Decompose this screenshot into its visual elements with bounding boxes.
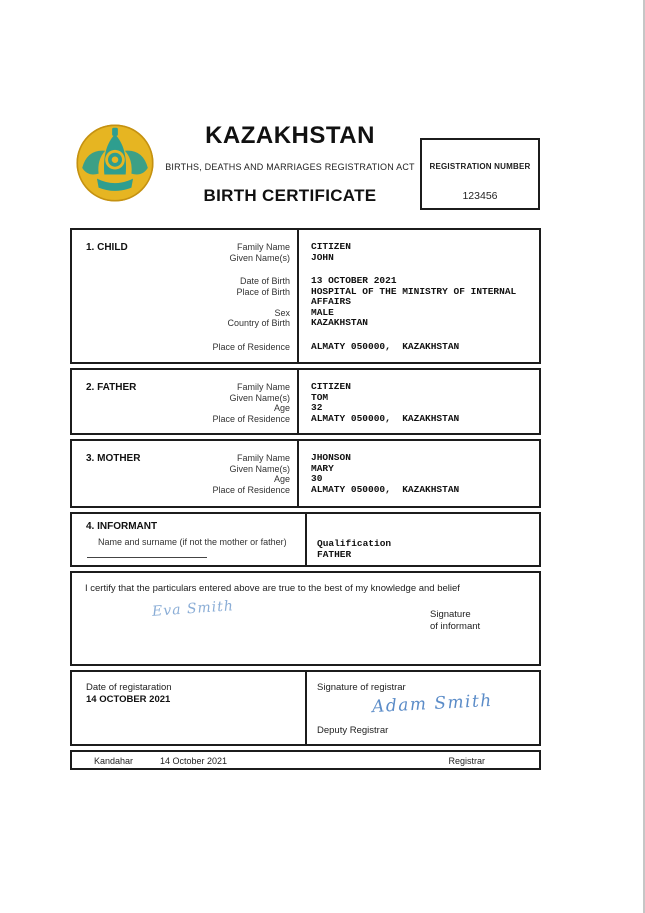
field-label: Family Name (236, 382, 290, 392)
field-value: 32 (311, 402, 323, 413)
field-value: TOM (311, 391, 329, 403)
section-informant-heading: 4. INFORMANT (86, 521, 158, 532)
country-title: KAZAKHSTAN (205, 122, 375, 149)
field-label: Age (273, 474, 290, 484)
field-row (72, 403, 539, 414)
registrar-title: Deputy Registrar (317, 725, 389, 736)
field-value: ALMATY 050000, KAZAKHSTAN (311, 483, 460, 495)
registrar-signature: Adam Smith (371, 690, 494, 718)
field-row (72, 464, 539, 475)
field-row (72, 382, 539, 393)
section-child-heading: 1. CHILD (86, 242, 128, 253)
field-row (72, 253, 539, 264)
field-row (72, 393, 539, 404)
section-father-heading: 2. FATHER (86, 382, 137, 393)
document-title: BIRTH CERTIFICATE (203, 186, 377, 205)
footer-place: Kandahar (94, 756, 134, 766)
field-label: Sex (274, 307, 290, 318)
signature-caption: Signature of informant (430, 609, 481, 632)
field-value: ALMATY 050000, KAZAKHSTAN (311, 412, 460, 424)
informant-name-label: Name and surname (if not the mother or father) (98, 537, 287, 547)
field-label: Given Name(s) (229, 392, 290, 403)
field-row (72, 453, 539, 464)
section-certification (70, 571, 541, 666)
field-label: Age (273, 403, 290, 413)
field-label: Given Name(s) (229, 463, 290, 474)
informant-qualification (317, 538, 391, 560)
field-value: KAZAKHSTAN (311, 317, 369, 328)
certification-statement: I certify that the particulars entered above are true to the best of my knowledge and belief (85, 583, 460, 594)
registration-date-label: Date of registaration (86, 682, 172, 693)
registration-number-label: REGISTRATION NUMBER (429, 162, 531, 171)
field-value: JOHN (311, 251, 334, 263)
field-value: MARY (311, 462, 334, 474)
registration-number-value: 123456 (462, 190, 498, 202)
qualification-label: Qualification (317, 538, 392, 549)
act-subtitle: BIRTHS, DEATHS AND MARRIAGES REGISTRATION ACT (165, 162, 415, 172)
field-value: MALE (311, 306, 334, 318)
column-divider (305, 514, 307, 565)
footer-date: 14 October 2021 (160, 756, 228, 766)
field-row (72, 276, 539, 287)
field-row (72, 342, 539, 353)
section-father (70, 368, 541, 435)
field-value: CITIZEN (311, 381, 351, 392)
field-value: ALMATY 050000, KAZAKHSTAN (311, 340, 460, 352)
field-label: Place of Birth (236, 286, 290, 297)
field-row (72, 485, 539, 496)
section-child (70, 228, 541, 364)
registration-date-value: 14 OCTOBER 2021 (86, 694, 171, 705)
field-row (72, 414, 539, 425)
field-row (72, 287, 539, 308)
field-label: Family Name (236, 242, 290, 252)
field-value: 13 OCTOBER 2021 (311, 275, 397, 286)
field-label: Place of Residence (212, 484, 290, 495)
field-row (72, 242, 539, 253)
footer-strip (70, 750, 541, 770)
field-label: Given Name(s) (229, 252, 290, 263)
field-value: HOSPITAL OF THE MINISTRY OF INTERNAL AFFAIRS (311, 285, 522, 307)
registrar-signature-label: Signature of registrar (317, 682, 406, 693)
field-label: Family Name (236, 453, 290, 463)
section-mother-heading: 3. MOTHER (86, 453, 141, 464)
field-label: Country of Birth (227, 318, 290, 328)
kazakhstan-emblem-icon (74, 121, 156, 205)
field-label: Place of Residence (212, 341, 290, 352)
column-divider (305, 672, 307, 744)
field-value: 30 (311, 473, 323, 484)
field-label: Date of Birth (239, 276, 290, 286)
field-row (72, 318, 539, 329)
registration-number-box (420, 138, 540, 210)
field-row (72, 474, 539, 485)
footer-role: Registrar (448, 756, 485, 766)
field-value: JHONSON (311, 452, 351, 463)
informant-signature: Eva Smith (151, 598, 235, 620)
informant-name-blank-line (87, 557, 207, 558)
section-registration (70, 670, 541, 746)
field-label: Place of Residence (212, 413, 290, 424)
qualification-value: FATHER (317, 549, 352, 560)
section-informant (70, 512, 541, 567)
field-value: CITIZEN (311, 241, 351, 252)
section-mother (70, 439, 541, 508)
field-row (72, 308, 539, 319)
